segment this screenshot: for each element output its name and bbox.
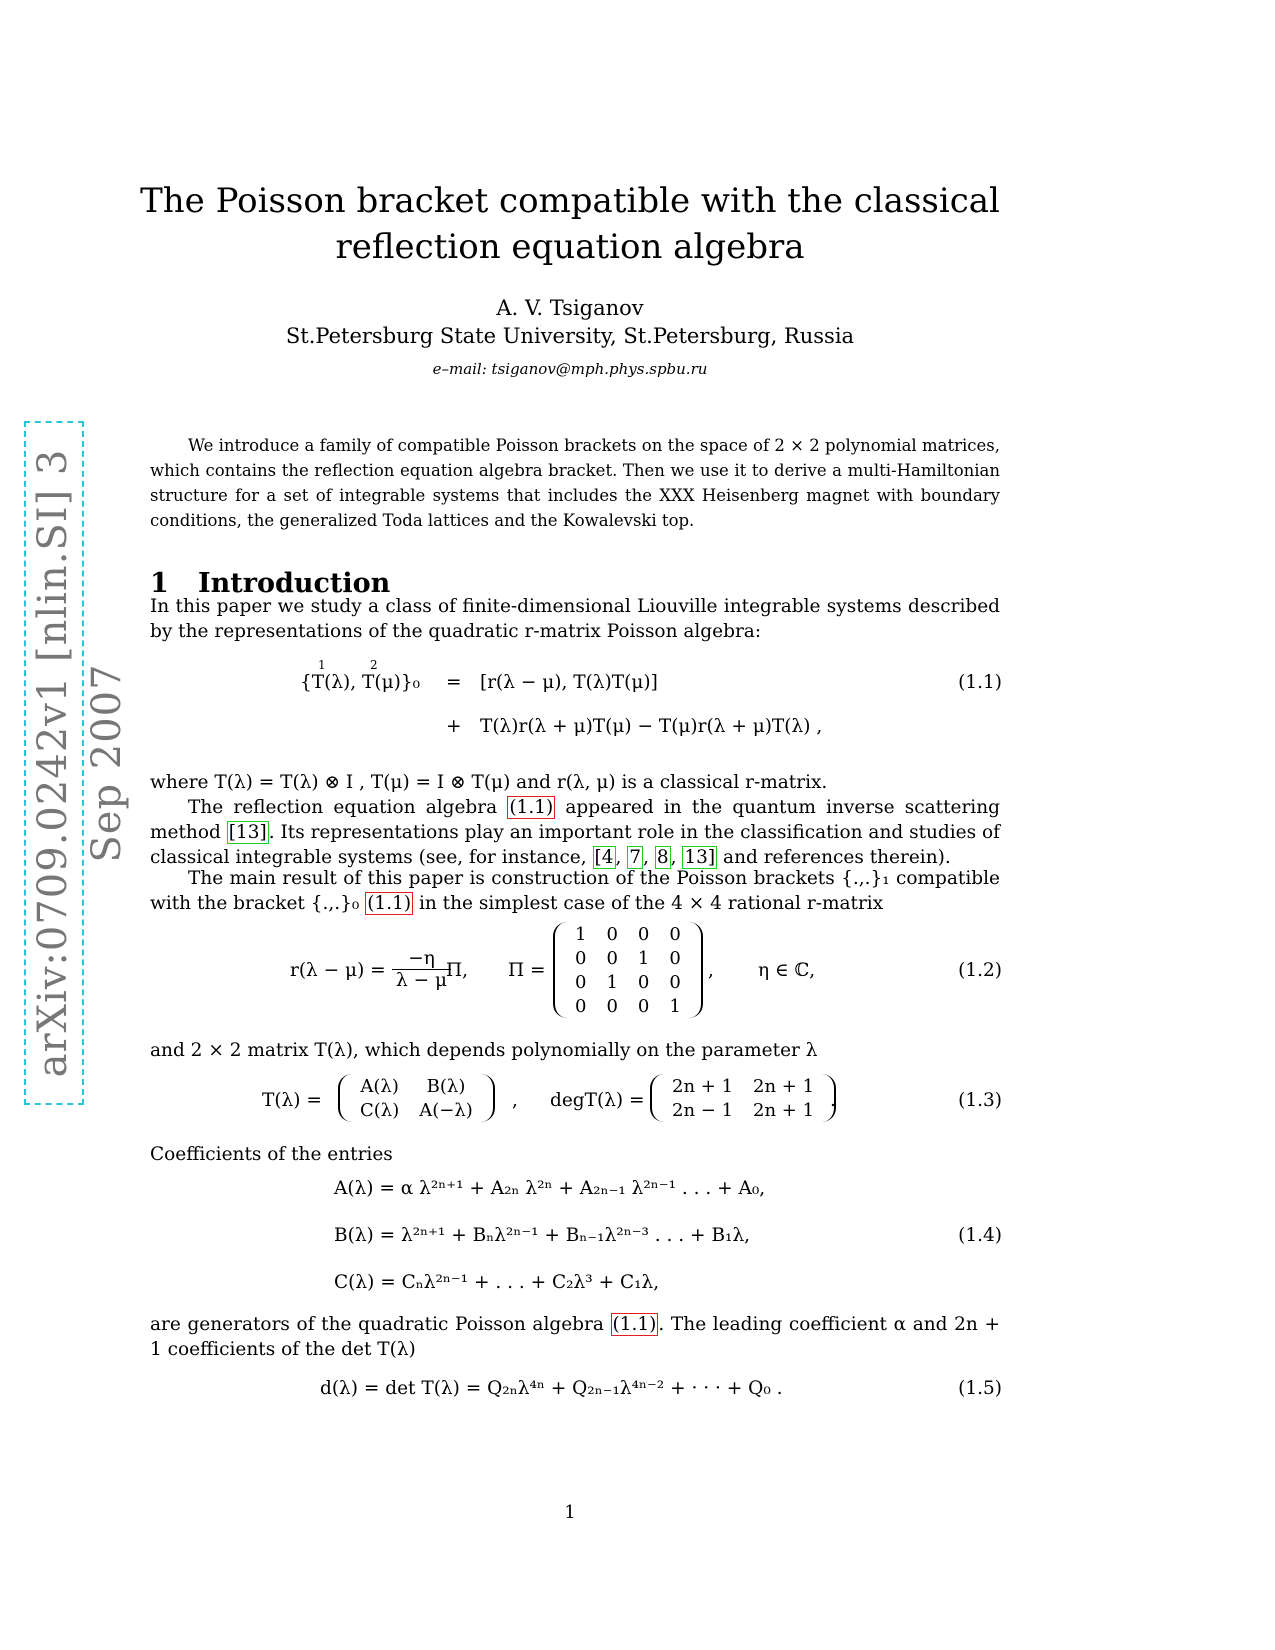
t-matrix-cell: A(λ)	[360, 1075, 399, 1097]
p7-a: are generators of the quadratic Poisson algebra	[150, 1314, 604, 1335]
paragraph-generators	[150, 1312, 1000, 1362]
eq-sup-2: 2	[370, 658, 378, 672]
paragraph-matrix: and 2 × 2 matrix T(λ), which depends polynomially on the parameter λ	[150, 1040, 818, 1061]
cite-eq-1-1[interactable]: (1.1)	[509, 797, 554, 818]
abstract-text: We introduce a family of compatible Poisson brackets on the space of 2 × 2 polynomial matrices, which contains the reflection equation algebra bracket. Then we use it to derive a multi-Hamiltonian structure for a set of integrable systems that includes the XXX Heisenberg magnet with boundary conditions, the generalized Toda lattices and the Kowalevski top.	[150, 436, 1000, 530]
deg-matrix-row	[662, 1074, 824, 1098]
page-number: 1	[564, 1502, 576, 1523]
eq-1-2-pi: Π,	[446, 960, 469, 981]
eq-1-1-equals: =	[446, 672, 462, 693]
pi-matrix-cell: 1	[575, 923, 587, 945]
deg-matrix-cell: 2n + 1	[753, 1099, 815, 1121]
pi-matrix-cell: 0	[575, 971, 587, 993]
eq-1-2-lhs: r(λ − μ) =	[290, 960, 386, 981]
cite-eq-1-1-c[interactable]: (1.1)	[612, 1314, 657, 1335]
deg-matrix-cell: 2n + 1	[672, 1075, 734, 1097]
eq-1-2-eta: η ∈ ℂ,	[758, 960, 816, 981]
where-c: T(μ) = I ⊗ T(μ) and r(λ, μ) is a classical r-matrix.	[370, 772, 828, 793]
author-name: A. V. Tsiganov	[496, 296, 644, 320]
deg-matrix	[650, 1074, 836, 1122]
author-email: e–mail: tsiganov@mph.phys.spbu.ru	[432, 360, 708, 378]
cite-ref-13[interactable]: [13]	[228, 822, 267, 843]
t-matrix-row	[350, 1098, 483, 1122]
arxiv-stamp: arXiv:0709.0242v1 [nlin.SI] 3 Sep 2007	[24, 421, 84, 1105]
t-matrix-cell: B(λ)	[426, 1075, 466, 1097]
deg-matrix-row	[662, 1098, 824, 1122]
eq-number-1-1: (1.1)	[958, 672, 1002, 693]
eq-number-1-4: (1.4)	[958, 1225, 1002, 1246]
pi-matrix	[553, 922, 703, 1018]
pi-matrix-row	[565, 946, 691, 970]
abstract	[150, 433, 1000, 533]
eq-1-1-plus: +	[446, 716, 462, 737]
t-matrix-cell: C(λ)	[360, 1099, 400, 1121]
deg-matrix-table	[662, 1074, 824, 1122]
p3-c: . Its representations play an important role in the classification and studies of classical integrable systems (see, for instance,	[150, 822, 1000, 868]
eq-1-1-rhs1: [r(λ − μ), T(λ)T(μ)]	[480, 672, 658, 693]
eq-1-4-b: B(λ) = λ²ⁿ⁺¹ + Bₙλ²ⁿ⁻¹ + Bₙ₋₁λ²ⁿ⁻³ . . . + B₁λ,	[334, 1225, 751, 1246]
pi-matrix-cell: 0	[669, 947, 681, 969]
where-b: T(λ) = T(λ) ⊗ I ,	[214, 772, 365, 793]
eq-1-4-a: A(λ) = α λ²ⁿ⁺¹ + A₂ₙ λ²ⁿ + A₂ₙ₋₁ λ²ⁿ⁻¹ . . . + A₀,	[334, 1178, 766, 1199]
pi-matrix-cell: 1	[637, 947, 650, 969]
cite-ref-4[interactable]: [4	[594, 847, 614, 868]
t-matrix-table	[350, 1074, 483, 1122]
p3-a: The reflection equation algebra	[188, 797, 498, 818]
pi-matrix-cell: 0	[606, 995, 618, 1017]
paragraph-intro: In this paper we study a class of finite-dimensional Liouville integrable systems described by the representations of the quadratic r-matrix Poisson algebra:	[150, 596, 1000, 642]
eq-number-1-3: (1.3)	[958, 1090, 1002, 1111]
pi-matrix-cell: 0	[575, 947, 587, 969]
eq-1-5: d(λ) = det T(λ) = Q₂ₙλ⁴ⁿ + Q₂ₙ₋₁λ⁴ⁿ⁻² + · · · + Q₀ .	[320, 1378, 783, 1399]
pi-matrix-cell: 0	[606, 923, 618, 945]
deg-matrix-cell: 2n − 1	[672, 1099, 734, 1121]
eq-1-3-lhs: T(λ) =	[262, 1090, 322, 1111]
pi-matrix-cell: 1	[669, 995, 681, 1017]
eq-number-1-5: (1.5)	[958, 1378, 1002, 1399]
eq-1-2-numerator: −η	[392, 948, 451, 970]
paragraph-where	[150, 770, 1000, 795]
eq-1-2-denominator: λ − μ	[396, 970, 448, 991]
pi-matrix-cell: 0	[669, 971, 681, 993]
eq-1-3-dot: .	[830, 1090, 836, 1111]
eq-1-4-c: C(λ) = Cₙλ²ⁿ⁻¹ + . . . + C₂λ³ + C₁λ,	[334, 1272, 660, 1293]
section-number: 1	[150, 568, 169, 599]
paragraph-main-result	[150, 866, 1000, 916]
eq-1-1-lhs	[300, 672, 420, 693]
cite-ref-8[interactable]: 8	[656, 847, 669, 868]
p4-a: The main result of this paper is construction of the Poisson brackets {.,.}₁ compatible with the bracket {.,.}₀	[150, 868, 1000, 914]
t-matrix	[338, 1074, 495, 1122]
paragraph-coefficients: Coefficients of the entries	[150, 1144, 393, 1165]
eq-1-1-lhs-text: {T(λ), T(μ)}₀	[300, 672, 421, 693]
section-title: Introduction	[198, 568, 391, 599]
p3-d: and references therein).	[723, 847, 951, 868]
eq-1-3-deg: degT(λ) =	[550, 1090, 645, 1111]
cite-ref-13b[interactable]: 13]	[684, 847, 716, 868]
cite-ref-7[interactable]: 7	[629, 847, 642, 868]
pi-matrix-cell: 0	[669, 923, 681, 945]
eq-number-1-2: (1.2)	[958, 960, 1002, 981]
t-matrix-row	[350, 1074, 483, 1098]
p4-b: in the simplest case of the 4 × 4 rational r-matrix	[418, 893, 884, 914]
eq-1-1-rhs2: T(λ)r(λ + μ)T(μ) − T(μ)r(λ + μ)T(λ) ,	[480, 716, 823, 737]
deg-matrix-cell: 2n + 1	[753, 1075, 815, 1097]
where-a: where	[150, 772, 209, 793]
pi-matrix-cell: 0	[637, 971, 650, 993]
pi-matrix-row	[565, 994, 691, 1018]
pi-matrix-cell: 0	[637, 995, 650, 1017]
cite-eq-1-1-b[interactable]: (1.1)	[367, 893, 412, 914]
pi-matrix-table	[565, 922, 691, 1018]
paragraph-reflection: The reflection equation algebra (1.1) appeared in the quantum inverse scattering method [13] . Its representations play an important role in the classification and studies of classical integrable systems (see, for instance, [4 , 7 , 8 , 13] and references therein).	[150, 797, 1000, 868]
eq-sup-1: 1	[318, 658, 326, 672]
pi-matrix-cell: 0	[637, 923, 650, 945]
pi-matrix-cell: 1	[606, 971, 618, 993]
pi-matrix-row	[565, 922, 691, 946]
paper-title: The Poisson bracket compatible with the classical reflection equation algebra	[140, 181, 1000, 267]
eq-1-3-comma: ,	[512, 1090, 518, 1111]
t-matrix-cell: A(−λ)	[419, 1099, 473, 1121]
pi-matrix-cell: 0	[575, 995, 587, 1017]
p7-b: . The leading coefficient α and 2n + 1 coefficients of the det T(λ)	[150, 1314, 1000, 1360]
p3-b: appeared in the quantum inverse scattering method	[150, 797, 1000, 843]
eq-1-2-pi-eq: Π =	[508, 960, 546, 981]
eq-1-2-comma: ,	[708, 960, 714, 981]
pi-matrix-cell: 0	[606, 947, 618, 969]
pi-matrix-row	[565, 970, 691, 994]
eq-1-2-fraction	[392, 948, 451, 991]
affiliation: St.Petersburg State University, St.Petersburg, Russia	[285, 324, 855, 348]
